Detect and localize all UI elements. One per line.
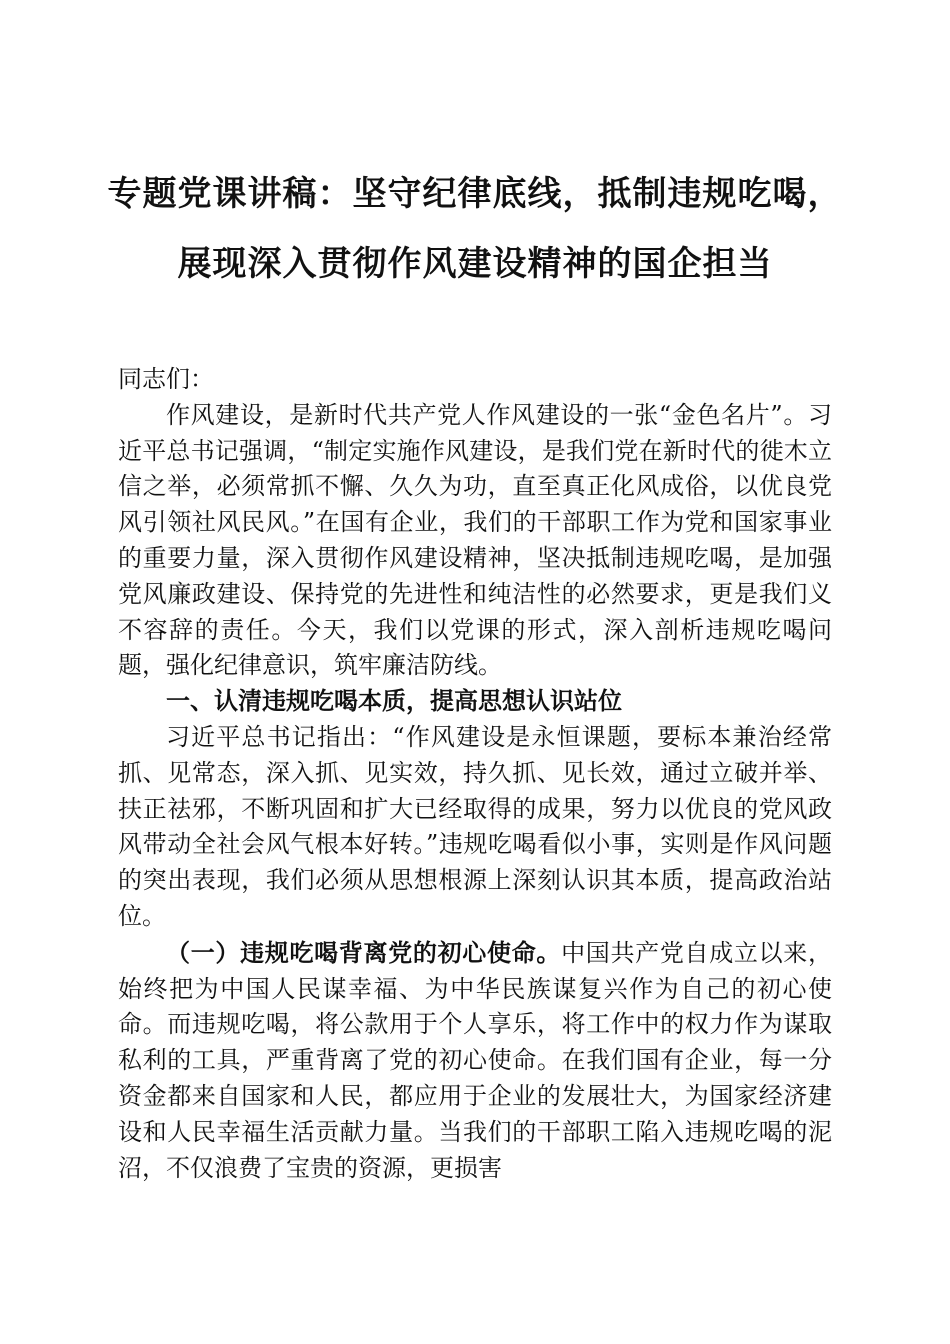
document-title-line-1: 专题党课讲稿：坚守纪律底线，抵制违规吃喝，: [107, 174, 843, 214]
subsection-text-1: 中国共产党自成立以来，始终把为中国人民谋幸福、为中华民族谋复兴作为自己的初心使命。而违规吃喝，将公款用于个人享乐，将工作中的权力作为谋取私利的工具，严重背离了党的初心使命。在我们国有企业，每一分资金都来自国家和人民，都应用于企业的发展壮大，为国家经济建设和人民幸福生活贡献力量。当我们的干部职工陷入违规吃喝的泥沼，不仅浪费了宝贵的资源，更损害: [118, 938, 833, 1182]
salutation: 同志们：: [118, 365, 214, 393]
paragraph-subsection-1: [118, 935, 832, 1187]
subsection-heading-1: （一）违规吃喝背离党的初心使命。: [166, 937, 562, 967]
paragraph-section-1: 习近平总书记指出：“作风建设是永恒课题，要标本兼治经常抓、见常态，深入抓、见实效，持久抓、见长效，通过立破并举、扶正祛邪，不断巩固和扩大已经取得的成果，努力以优良的党风政风带动全社会风气根本好转。”违规吃喝看似小事，实则是作风问题的突出表现，我们必须从思想根源上深刻认识其本质，提高政治站位。: [118, 722, 832, 930]
paragraph-intro: 作风建设，是新时代共产党人作风建设的一张“金色名片”。习近平总书记强调，“制定实施作风建设，是我们党在新时代的徙木立信之举，必须常抓不懈、久久为功，直至真正化风成俗，以优良党风引领社风民风。”在国有企业，我们的干部职工作为党和国家事业的重要力量，深入贯彻作风建设精神，坚决抵制违规吃喝，是加强党风廉政建设、保持党的先进性和纯洁性的必然要求，更是我们义不容辞的责任。今天，我们以党课的形式，深入剖析违规吃喝问题，强化纪律意识，筑牢廉洁防线。: [118, 400, 832, 680]
document-title-line-2: 展现深入贯彻作风建设精神的国企担当: [177, 244, 773, 284]
section-heading-1: 一、认清违规吃喝本质，提高思想认识站位: [166, 687, 622, 716]
document-body: [118, 362, 832, 1186]
